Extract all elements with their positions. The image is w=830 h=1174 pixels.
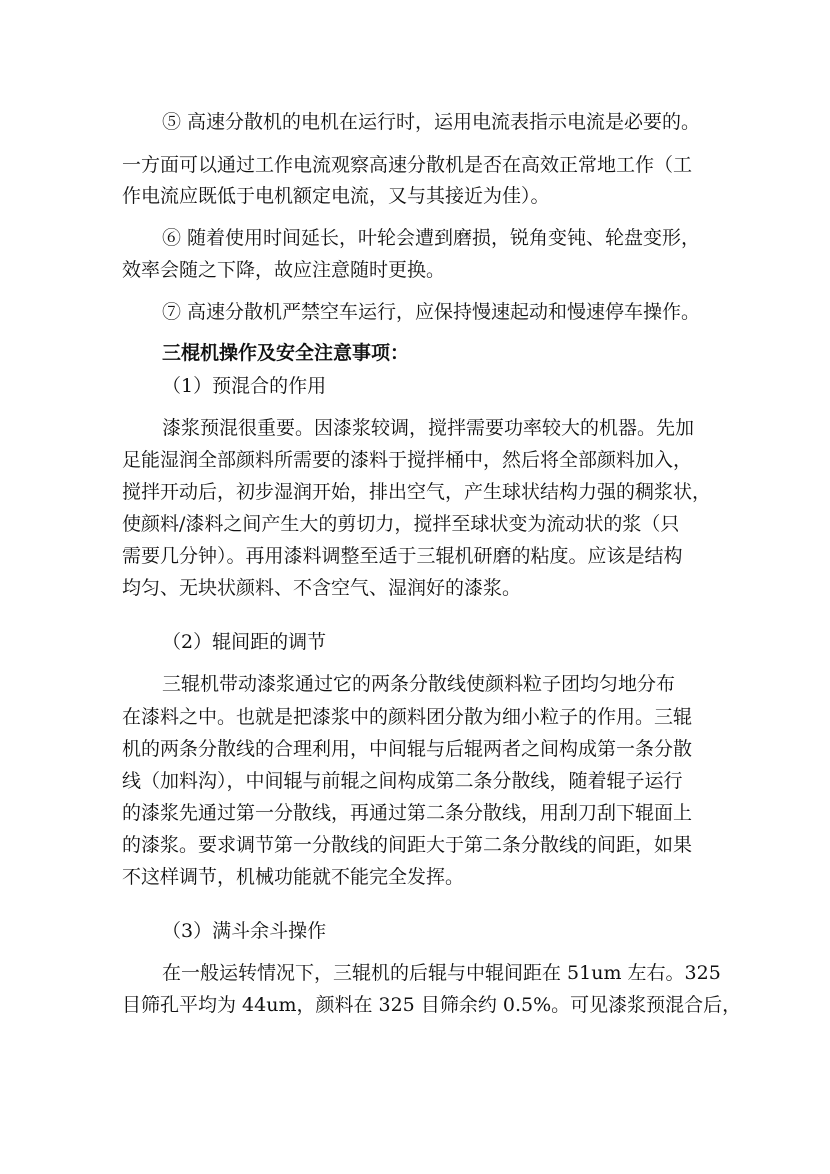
paragraph-line: 的漆浆。要求调节第一分散线的间距大于第二条分散线的间距，如果	[122, 834, 693, 856]
paragraph-line: 足能湿润全部颜料所需要的漆料于搅拌桶中，然后将全部颜料加入，	[122, 449, 693, 471]
paragraph-line: 搅拌开动后，初步湿润开始，排出空气，产生球状结构力强的稠浆状，	[122, 481, 712, 503]
section-heading: 三棍机操作及安全注意事项：	[162, 342, 410, 364]
subheading: （1）预混合的作用	[162, 375, 327, 397]
paragraph-line: ⑥ 随着使用时间延长，叶轮会遭到磨损，锐角变钝、轮盘变形，	[162, 227, 701, 249]
paragraph-line: 线（加料沟），中间辊与前辊之间构成第二条分散线，随着辊子运行	[122, 770, 683, 792]
paragraph-line: 目筛孔平均为 44um，颜料在 325 目筛余约 0.5%。可见漆浆预混合后，	[122, 994, 742, 1016]
paragraph-line: 漆浆预混很重要。因漆浆较调，搅拌需要功率较大的机器。先加	[162, 417, 695, 439]
paragraph-line: 在一般运转情况下，三辊机的后辊与中辊间距在 51um 左右。325	[162, 962, 721, 984]
paragraph-line: 作电流应既低于电机额定电流，又与其接近为佳）。	[122, 185, 550, 207]
paragraph-line: 效率会随之下降，故应注意随时更换。	[122, 259, 446, 281]
paragraph-line: 均匀、无块状颜料、不含空气、湿润好的漆浆。	[122, 577, 522, 599]
subheading: （3）满斗余斗操作	[162, 920, 327, 942]
paragraph-line: 三辊机带动漆浆通过它的两条分散线使颜料粒子团均匀地分布	[162, 673, 676, 695]
paragraph-line: 的漆浆先通过第一分散线，再通过第二条分散线，用刮刀刮下辊面上	[122, 802, 693, 824]
subheading: （2）辊间距的调节	[162, 631, 327, 653]
paragraph-line: 需要几分钟）。再用漆料调整至适于三辊机研磨的粘度。应该是结构	[122, 545, 683, 567]
paragraph-line: 使颜料/漆料之间产生大的剪切力，搅拌至球状变为流动状的浆（只	[122, 513, 680, 535]
paragraph-line: 机的两条分散线的合理利用，中间辊与后辊两者之间构成第一条分散	[122, 738, 693, 760]
paragraph-line: 一方面可以通过工作电流观察高速分散机是否在高效正常地工作（工	[122, 154, 693, 176]
paragraph-line: ⑦ 高速分散机严禁空车运行，应保持慢速起动和慢速停车操作。	[162, 301, 701, 323]
paragraph-line: 不这样调节，机械功能就不能完全发挥。	[122, 866, 465, 888]
paragraph-line: ⑤ 高速分散机的电机在运行时，运用电流表指示电流是必要的。	[162, 111, 701, 133]
paragraph-line: 在漆料之中。也就是把漆浆中的颜料团分散为细小粒子的作用。三辊	[122, 706, 693, 728]
